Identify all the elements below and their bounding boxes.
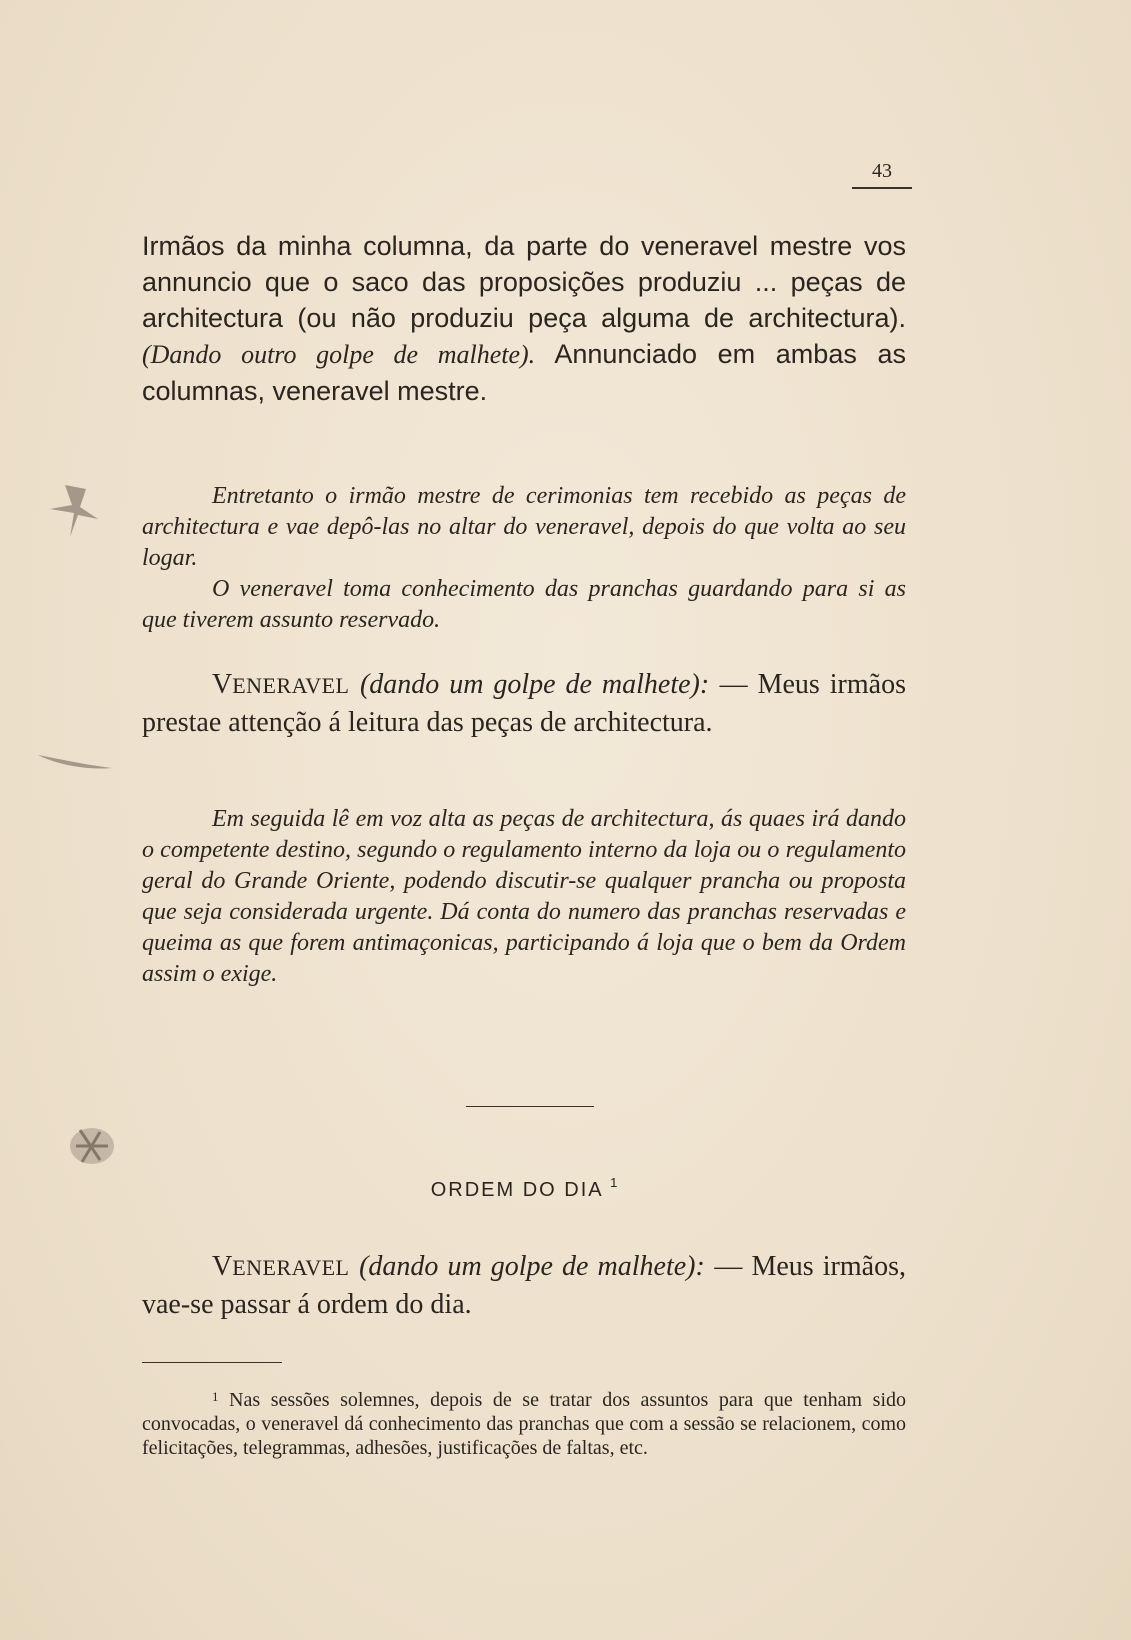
speech-text: — Meus irmãos prestae attenção á leitura das peças de architectura.	[142, 669, 906, 738]
paragraph-reading: Em seguida lê em voz alta as peças de architectura, ás quaes irá dando o competente destino, segundo o regulamento interno da loja ou o regulamento geral do Grande Oriente, podendo discutir-se qualquer prancha ou proposta que seja considerada urgente. Dá conta do numero das pranchas reservadas e queima as que forem antimaçonicas, participando á loja que o bem da Ordem assim o exige.	[142, 806, 906, 987]
speech-veneravel-1	[142, 666, 906, 741]
section-heading: ORDEM DO DIA $^1$	[430, 1175, 618, 1201]
footnote-rule	[142, 1362, 282, 1363]
section-divider	[466, 1106, 594, 1107]
margin-ink-mark-icon	[40, 475, 110, 545]
speaker-name: VENERAVEL	[212, 669, 350, 700]
footnote-number: 1	[212, 1389, 219, 1404]
stage-direction: (Dando outro golpe de malhete).	[142, 340, 536, 369]
margin-emblem-stain-icon	[50, 1110, 130, 1180]
speech-direction: (dando um golpe de malhete):	[359, 1251, 705, 1282]
speech-direction: (dando um golpe de malhete):	[359, 669, 710, 700]
ceremony-line-1: Entretanto o irmão mestre de cerimonias tem recebido as peças de architectura e vae depô-las no altar do veneravel, depois do que volta ao seu logar.	[142, 483, 906, 571]
margin-smudge-icon	[30, 740, 120, 780]
speech-text: — Meus irmãos, vae-se passar á ordem do dia.	[142, 1251, 906, 1320]
footnote	[142, 1385, 906, 1460]
page-number: 43	[852, 160, 912, 189]
footnote-marker: 1	[610, 1175, 618, 1190]
speech-veneravel-2	[142, 1248, 906, 1323]
footnote-text: Nas sessões solemnes, depois de se tratar dos assuntos para que tenham sido convocadas, o veneravel dá conhecimento das pranchas que com a sessão se relacionem, como felicitações, telegrammas, adhesões, justificações de faltas, etc.	[142, 1389, 906, 1459]
announcement-end: Annunciado em ambas as columnas, veneravel mestre.	[142, 339, 907, 406]
speaker-name: VENERAVEL	[212, 1251, 350, 1282]
announcement-text: Irmãos da minha columna, da parte do veneravel mestre vos annuncio que o saco das proposições produziu ... peças de architectura (ou não produziu peça alguma de architectura).	[142, 231, 906, 333]
paragraph-announcement	[142, 228, 906, 409]
ceremony-line-2: O veneravel toma conhecimento das pranchas guardando para si as que tiverem assunto reservado.	[142, 576, 906, 633]
paragraph-ceremony	[142, 481, 906, 636]
